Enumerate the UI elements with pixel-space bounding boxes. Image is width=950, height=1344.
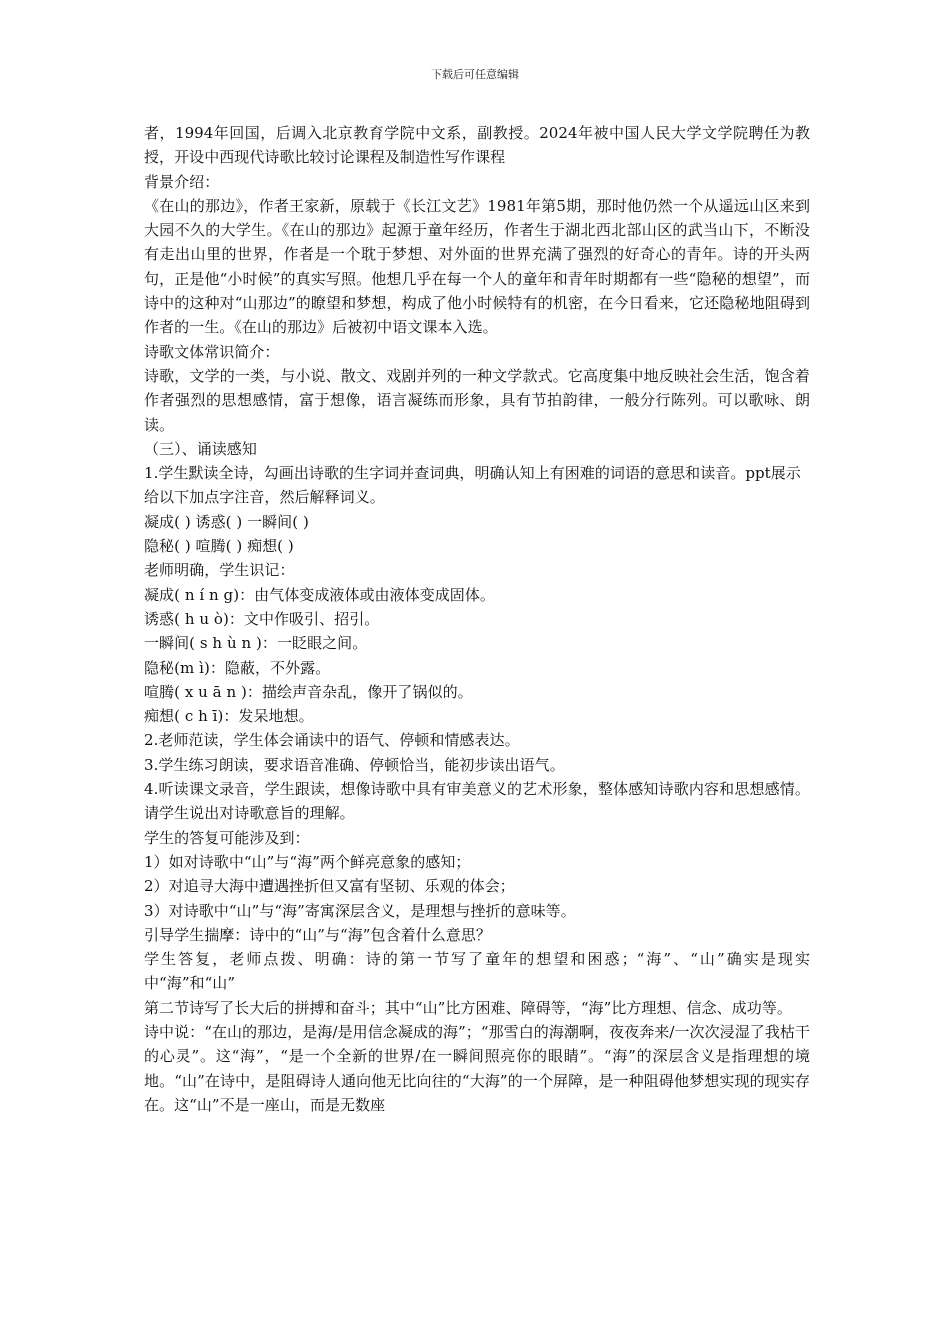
vocab-ningcheng: 凝成( n í n g)：由气体变成液体或由液体变成固体。 xyxy=(144,585,495,604)
vocab-youhuo: 诱惑( h u ò)：文中作吸引、招引。 xyxy=(144,609,380,628)
document-body xyxy=(144,121,810,1117)
paragraph-step-2: 2.老师范读，学生体会诵读中的语气、停顿和情感表达。 xyxy=(144,731,520,750)
heading-background: 背景介绍： xyxy=(144,172,220,191)
paragraph-author-bio: 者，1994年回国，后调入北京教育学院中文系，副教授。2024年被中国人民大学文学院聘任为教授，开设中西现代诗歌比较讨论课程及制造性写作课程 xyxy=(144,124,810,167)
answer-item-2: 2）对追寻大海中遭遇挫折但又富有坚韧、乐观的体会； xyxy=(144,877,515,896)
heading-reading-perception: （三）、诵读感知 xyxy=(144,439,257,458)
paragraph-guide-question: 引导学生揣摩：诗中的“山”与“海”包含着什么意思？ xyxy=(144,925,491,944)
vocab-xuanteng: 喧腾( x u ā n )：描绘声音杂乱，像开了锅似的。 xyxy=(144,682,473,701)
paragraph-teacher-clarify: 老师明确，学生识记： xyxy=(144,561,295,580)
heading-poetry-knowledge: 诗歌文体常识简介： xyxy=(144,342,280,361)
page-header: 下载后可任意编辑 xyxy=(431,68,519,81)
paragraph-phonetic-blanks-2: 隐秘( ) 喧腾( ) 痴想( ) xyxy=(144,537,294,556)
paragraph-step-3: 3.学生练习朗读，要求语音准确、停顿恰当，能初步读出语气。 xyxy=(144,755,565,774)
paragraph-poem-analysis: 诗中说：“在山的那边，是海/是用信念凝成的海”；“那雪白的海潮啊，夜夜奔来/一次次浸湿了我枯干的心灵”。这“海”，“是一个全新的世界/在一瞬间照亮你的眼睛”。“海”的深层含义是指理想的境地。“山”在诗中，是阻碍诗人通向他无比向往的“大海”的一个屏障，是一种阻碍他梦想实现的现实存在。这“山”不是一座山，而是无数座 xyxy=(144,1022,810,1114)
vocab-chixiang: 痴想( c h ī)：发呆地想。 xyxy=(144,707,314,726)
answer-item-1: 1）如对诗歌中“山”与“海”两个鲜亮意象的感知； xyxy=(144,852,471,871)
paragraph-background: 《在山的那边》，作者王家新，原载于《长江文艺》1981年第5期，那时他仍然一个从遥远山区来到大园不久的大学生。《在山的那边》起源于童年经历，作者生于湖北西北部山区的武当山下，不断没有走出山里的世界，作者是一个耽于梦想、对外面的世界充满了强烈的好奇心的青年。诗的开头两句，正是他“小时候”的真实写照。他想几乎在每一个人的童年和青年时期都有一些“隐秘的想望”，而诗中的这种对“山那边”的瞭望和梦想，构成了他小时候特有的机密，在今日看来，它还隐秘地阻碍到作者的一生。《在山的那边》后被初中语文课本入选。 xyxy=(144,196,810,337)
vocab-yishunjian: 一瞬间( s h ù n )：一眨眼之间。 xyxy=(144,634,368,653)
answer-item-3: 3）对诗歌中“山”与“海”寄寓深层含义，是理想与挫折的意味等。 xyxy=(144,901,576,920)
paragraph-poetry-knowledge: 诗歌，文学的一类，与小说、散文、戏剧并列的一种文学款式。它高度集中地反映社会生活，饱含着作者强烈的思想感情，富于想像，语言凝练而形象，具有节拍韵律，一般分行陈列。可以歌咏、朗读。 xyxy=(144,366,810,434)
paragraph-step-1: 1.学生默读全诗，勾画出诗歌的生字词并查词典，明确认知上有困难的词语的意思和读音。ppt展示 xyxy=(144,464,801,483)
vocab-yinmi: 隐秘(m ì)：隐蔽，不外露。 xyxy=(144,658,331,677)
paragraph-first-stanza: 学生答复，老师点拨、明确：诗的第一节写了童年的想望和困惑；“海”、“山”确实是现实中“海”和“山” xyxy=(144,950,810,993)
paragraph-phonetic-blanks-1: 凝成( ) 诱惑( ) 一瞬间( ) xyxy=(144,512,309,531)
paragraph-step-4: 4.听读课文录音，学生跟读，想像诗歌中具有审美意义的艺术形象，整体感知诗歌内容和思想感情。请学生说出对诗歌意旨的理解。 xyxy=(144,780,810,823)
paragraph-student-answers: 学生的答复可能涉及到： xyxy=(144,828,310,847)
paragraph-second-stanza: 第二节诗写了长大后的拼搏和奋斗；其中“山”比方困难、障碍等，“海”比方理想、信念、成功等。 xyxy=(144,998,792,1017)
paragraph-phonetic-instruction: 给以下加点字注音，然后解释词义。 xyxy=(144,488,385,507)
